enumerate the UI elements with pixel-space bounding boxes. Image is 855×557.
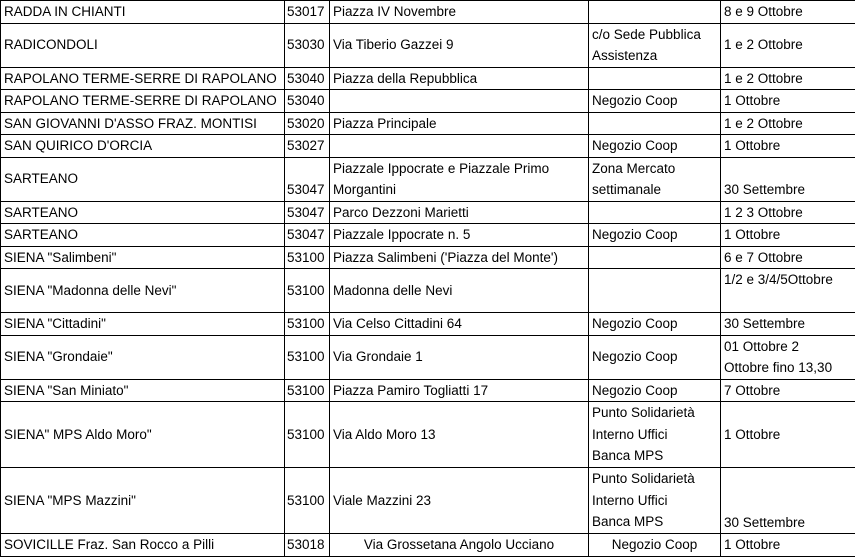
cap-cell: 53100 xyxy=(285,313,330,336)
city-cell: SIENA" MPS Aldo Moro" xyxy=(1,402,285,468)
table-row xyxy=(1,379,855,402)
cap-cell: 53100 xyxy=(285,468,330,534)
address-cell: Via Grossetana Angolo Ucciano xyxy=(330,534,589,557)
table-row xyxy=(1,1,855,24)
city-cell: RAPOLANO TERME-SERRE DI RAPOLANO xyxy=(1,90,285,113)
dates-cell: 30 Settembre xyxy=(721,157,855,201)
note-line: settimanale xyxy=(592,179,717,201)
note-cell xyxy=(589,402,721,468)
cap-cell: 53047 xyxy=(285,157,330,201)
dates-line: Ottobre fino 13,30 xyxy=(724,357,852,379)
note-line: Banca MPS xyxy=(592,445,717,467)
address-cell: Parco Dezzoni Marietti xyxy=(330,201,589,224)
address-cell: Via Tiberio Gazzei 9 xyxy=(330,23,589,67)
table-row xyxy=(1,313,855,336)
note-cell: Negozio Coop xyxy=(589,90,721,113)
city-cell: RADICONDOLI xyxy=(1,23,285,67)
note-cell: Negozio Coop xyxy=(589,135,721,158)
note-line: Punto Solidarietà xyxy=(592,402,717,424)
note-line: Interno Uffici xyxy=(592,424,717,446)
city-cell: SAN QUIRICO D'ORCIA xyxy=(1,135,285,158)
address-cell: Piazzale Ippocrate n. 5 xyxy=(330,224,589,247)
address-cell: Piazzale Ippocrate e Piazzale Primo Morgantini xyxy=(330,157,589,201)
address-cell xyxy=(330,90,589,113)
cap-cell: 53030 xyxy=(285,23,330,67)
table-row xyxy=(1,67,855,90)
dates-cell xyxy=(721,335,855,379)
city-cell: SIENA "Salimbeni" xyxy=(1,246,285,269)
table-row xyxy=(1,112,855,135)
cap-cell: 53100 xyxy=(285,335,330,379)
cap-cell: 53100 xyxy=(285,246,330,269)
cap-cell: 53047 xyxy=(285,224,330,247)
address-cell: Madonna delle Nevi xyxy=(330,269,589,313)
note-line: Banca MPS xyxy=(592,511,717,533)
note-line: Assistenza xyxy=(592,45,717,67)
dates-cell: 1 2 3 Ottobre xyxy=(721,201,855,224)
cap-cell: 53047 xyxy=(285,201,330,224)
note-line: Interno Uffici xyxy=(592,490,717,512)
note-line: Punto Solidarietà xyxy=(592,468,717,490)
table-row xyxy=(1,201,855,224)
note-cell xyxy=(589,1,721,24)
city-cell: RADDA IN CHIANTI xyxy=(1,1,285,24)
address-cell: Piazza Pamiro Togliatti 17 xyxy=(330,379,589,402)
city-cell: SARTEANO xyxy=(1,224,285,247)
note-cell xyxy=(589,468,721,534)
address-cell: Piazza IV Novembre xyxy=(330,1,589,24)
city-cell: SOVICILLE Fraz. San Rocco a Pilli xyxy=(1,534,285,557)
dates-cell: 7 Ottobre xyxy=(721,379,855,402)
address-cell: Piazza Salimbeni ('Piazza del Monte') xyxy=(330,246,589,269)
dates-cell: 1 e 2 Ottobre xyxy=(721,23,855,67)
note-cell xyxy=(589,112,721,135)
dates-cell: 1 Ottobre xyxy=(721,90,855,113)
note-line: c/o Sede Pubblica xyxy=(592,24,717,46)
note-cell: Negozio Coop xyxy=(589,335,721,379)
note-cell xyxy=(589,269,721,313)
note-cell xyxy=(589,67,721,90)
note-cell xyxy=(589,157,721,201)
table-row xyxy=(1,468,855,534)
cap-cell: 53017 xyxy=(285,1,330,24)
address-cell: Via Celso Cittadini 64 xyxy=(330,313,589,336)
table-row xyxy=(1,534,855,557)
address-cell xyxy=(330,135,589,158)
table-row xyxy=(1,157,855,201)
dates-cell: 1 e 2 Ottobre xyxy=(721,67,855,90)
table-row xyxy=(1,135,855,158)
dates-cell: 1/2 e 3/4/5Ottobre xyxy=(721,269,855,313)
dates-cell: 1 Ottobre xyxy=(721,224,855,247)
cap-cell: 53040 xyxy=(285,67,330,90)
city-cell: SAN GIOVANNI D'ASSO FRAZ. MONTISI xyxy=(1,112,285,135)
cap-cell: 53100 xyxy=(285,402,330,468)
cap-cell: 53018 xyxy=(285,534,330,557)
cap-cell: 53027 xyxy=(285,135,330,158)
note-cell xyxy=(589,23,721,67)
note-cell xyxy=(589,246,721,269)
cap-cell: 53100 xyxy=(285,379,330,402)
table-row xyxy=(1,269,855,313)
address-cell: Via Grondaie 1 xyxy=(330,335,589,379)
dates-cell: 30 Settembre xyxy=(721,313,855,336)
address-cell: Via Aldo Moro 13 xyxy=(330,402,589,468)
dates-cell: 8 e 9 Ottobre xyxy=(721,1,855,24)
city-cell: SIENA "Madonna delle Nevi" xyxy=(1,269,285,313)
table-row xyxy=(1,246,855,269)
city-cell: SIENA "San Miniato" xyxy=(1,379,285,402)
note-cell: Negozio Coop xyxy=(589,224,721,247)
table-row xyxy=(1,224,855,247)
dates-cell: 1 Ottobre xyxy=(721,534,855,557)
dates-cell: 1 Ottobre xyxy=(721,402,855,468)
table-row xyxy=(1,402,855,468)
address-cell: Piazza della Repubblica xyxy=(330,67,589,90)
dates-cell: 1 Ottobre xyxy=(721,135,855,158)
cap-cell: 53100 xyxy=(285,269,330,313)
city-cell: SARTEANO xyxy=(1,157,285,201)
city-cell: SIENA "MPS Mazzini" xyxy=(1,468,285,534)
note-cell: Negozio Coop xyxy=(589,379,721,402)
table-row xyxy=(1,90,855,113)
city-cell: RAPOLANO TERME-SERRE DI RAPOLANO xyxy=(1,67,285,90)
dates-line: 01 Ottobre 2 xyxy=(724,336,852,358)
note-line: Zona Mercato xyxy=(592,158,717,180)
table-row xyxy=(1,23,855,67)
city-cell: SARTEANO xyxy=(1,201,285,224)
address-cell: Piazza Principale xyxy=(330,112,589,135)
city-cell: SIENA "Cittadini" xyxy=(1,313,285,336)
city-cell: SIENA "Grondaie" xyxy=(1,335,285,379)
note-cell xyxy=(589,201,721,224)
cap-cell: 53040 xyxy=(285,90,330,113)
dates-cell: 30 Settembre xyxy=(721,468,855,534)
table-row xyxy=(1,335,855,379)
dates-cell: 6 e 7 Ottobre xyxy=(721,246,855,269)
dates-cell: 1 e 2 Ottobre xyxy=(721,112,855,135)
address-cell: Viale Mazzini 23 xyxy=(330,468,589,534)
cap-cell: 53020 xyxy=(285,112,330,135)
note-cell: Negozio Coop xyxy=(589,534,721,557)
note-cell: Negozio Coop xyxy=(589,313,721,336)
